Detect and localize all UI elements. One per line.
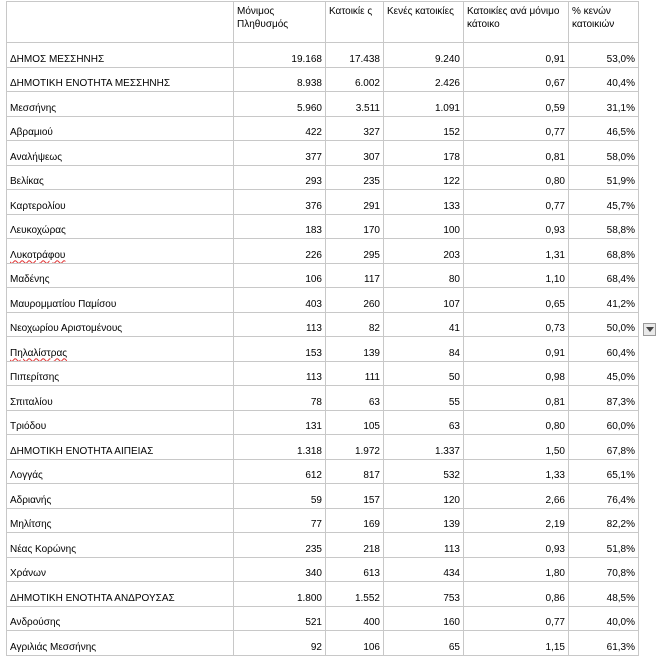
cell-dwellings-per-resident[interactable]: 0,73: [464, 312, 569, 337]
data-table: [6, 1, 639, 656]
cell-empty-percent[interactable]: 67,8%: [569, 435, 639, 460]
cell-dwellings[interactable]: 218: [326, 533, 384, 558]
cell-dwellings[interactable]: 327: [326, 116, 384, 141]
cell-empty-dwellings[interactable]: 122: [384, 165, 464, 190]
cell-empty-dwellings[interactable]: 63: [384, 410, 464, 435]
table-row: [7, 67, 639, 92]
cell-dwellings[interactable]: 117: [326, 263, 384, 288]
cell-name[interactable]: ΔΗΜΟΤΙΚΗ ΕΝΟΤΗΤΑ ΜΕΣΣΗΝΗΣ: [7, 67, 234, 92]
cell-empty-percent[interactable]: 48,5%: [569, 582, 639, 607]
cell-name[interactable]: Μαδένης: [7, 263, 234, 288]
table-row: [7, 582, 639, 607]
table-row: [7, 263, 639, 288]
table-row: [7, 508, 639, 533]
table-row: [7, 239, 639, 264]
cell-dwellings[interactable]: 400: [326, 606, 384, 631]
table-row: [7, 386, 639, 411]
table-row: [7, 312, 639, 337]
cell-empty-percent[interactable]: 40,0%: [569, 606, 639, 631]
cell-empty-dwellings[interactable]: 50: [384, 361, 464, 386]
cell-name[interactable]: Χράνων: [7, 557, 234, 582]
cell-empty-dwellings[interactable]: 1.337: [384, 435, 464, 460]
cell-empty-percent[interactable]: 58,0%: [569, 141, 639, 166]
cell-empty-percent[interactable]: 53,0%: [569, 43, 639, 68]
cell-population[interactable]: 153: [234, 337, 326, 362]
cell-empty-dwellings[interactable]: 2.426: [384, 67, 464, 92]
cell-dwellings-per-resident[interactable]: 0,67: [464, 67, 569, 92]
cell-empty-percent[interactable]: 65,1%: [569, 459, 639, 484]
cell-empty-dwellings[interactable]: 753: [384, 582, 464, 607]
cell-population[interactable]: 5.960: [234, 92, 326, 117]
cell-population[interactable]: 106: [234, 263, 326, 288]
cell-population[interactable]: 183: [234, 214, 326, 239]
cell-empty-dwellings[interactable]: 434: [384, 557, 464, 582]
cell-population[interactable]: 8.938: [234, 67, 326, 92]
cell-dwellings-per-resident[interactable]: 0,98: [464, 361, 569, 386]
cell-population[interactable]: 92: [234, 631, 326, 656]
cell-dwellings[interactable]: 111: [326, 361, 384, 386]
cell-empty-percent[interactable]: 31,1%: [569, 92, 639, 117]
cell-dwellings[interactable]: 6.002: [326, 67, 384, 92]
cell-dwellings[interactable]: 235: [326, 165, 384, 190]
table-row: [7, 141, 639, 166]
cell-dwellings-per-resident[interactable]: 0,80: [464, 165, 569, 190]
cell-name[interactable]: ΔΗΜΟΤΙΚΗ ΕΝΟΤΗΤΑ ΑΝΔΡΟΥΣΑΣ: [7, 582, 234, 607]
cell-empty-percent[interactable]: 70,8%: [569, 557, 639, 582]
cell-empty-dwellings[interactable]: 160: [384, 606, 464, 631]
cell-name[interactable]: Καρτερολίου: [7, 190, 234, 215]
cell-dwellings-per-resident[interactable]: 2,66: [464, 484, 569, 509]
cell-empty-percent[interactable]: 51,9%: [569, 165, 639, 190]
cell-dwellings-per-resident[interactable]: 0,81: [464, 386, 569, 411]
table-row: [7, 214, 639, 239]
cell-dwellings-per-resident[interactable]: 1,50: [464, 435, 569, 460]
cell-dwellings-per-resident[interactable]: 0,93: [464, 214, 569, 239]
cell-empty-percent[interactable]: 51,8%: [569, 533, 639, 558]
cell-name[interactable]: Σπιταλίου: [7, 386, 234, 411]
cell-dwellings[interactable]: 169: [326, 508, 384, 533]
cell-population[interactable]: 235: [234, 533, 326, 558]
cell-name[interactable]: Αβραμιού: [7, 116, 234, 141]
cell-dwellings[interactable]: 63: [326, 386, 384, 411]
cell-empty-percent[interactable]: 76,4%: [569, 484, 639, 509]
filter-dropdown-button[interactable]: [643, 323, 656, 336]
header-cell-dwellings-per-resident[interactable]: Κατοικίες ανά μόνιμο κάτοικο: [464, 2, 569, 43]
cell-empty-dwellings[interactable]: 113: [384, 533, 464, 558]
cell-population[interactable]: 113: [234, 312, 326, 337]
cell-dwellings-per-resident[interactable]: 1,31: [464, 239, 569, 264]
header-cell-empty-percent[interactable]: % κενών κατοικιών: [569, 2, 639, 43]
cell-empty-percent[interactable]: 50,0%: [569, 312, 639, 337]
cell-name-text: Λυκοτράφου: [10, 249, 66, 261]
cell-empty-percent[interactable]: 45,7%: [569, 190, 639, 215]
cell-name[interactable]: Λογγάς: [7, 459, 234, 484]
cell-empty-percent[interactable]: 40,4%: [569, 67, 639, 92]
cell-name[interactable]: [7, 337, 234, 362]
cell-empty-dwellings[interactable]: 532: [384, 459, 464, 484]
table-row: [7, 190, 639, 215]
header-cell-name[interactable]: [7, 2, 234, 43]
cell-dwellings[interactable]: 106: [326, 631, 384, 656]
cell-empty-percent[interactable]: 68,8%: [569, 239, 639, 264]
cell-name[interactable]: Αναλήψεως: [7, 141, 234, 166]
cell-dwellings-per-resident[interactable]: 1,10: [464, 263, 569, 288]
cell-population[interactable]: 1.318: [234, 435, 326, 460]
cell-empty-dwellings[interactable]: 152: [384, 116, 464, 141]
cell-population[interactable]: 131: [234, 410, 326, 435]
cell-dwellings-per-resident[interactable]: 0,93: [464, 533, 569, 558]
cell-dwellings-per-resident[interactable]: 1,80: [464, 557, 569, 582]
cell-dwellings[interactable]: 105: [326, 410, 384, 435]
cell-population[interactable]: 422: [234, 116, 326, 141]
cell-dwellings-per-resident[interactable]: 0,77: [464, 606, 569, 631]
cell-dwellings-per-resident[interactable]: 0,81: [464, 141, 569, 166]
cell-name[interactable]: ΔΗΜΟΣ ΜΕΣΣΗΝΗΣ: [7, 43, 234, 68]
cell-name[interactable]: Νέας Κορώνης: [7, 533, 234, 558]
cell-dwellings-per-resident[interactable]: 0,77: [464, 116, 569, 141]
cell-dwellings[interactable]: 307: [326, 141, 384, 166]
cell-population[interactable]: 612: [234, 459, 326, 484]
cell-dwellings-per-resident[interactable]: 1,15: [464, 631, 569, 656]
cell-name[interactable]: Αδριανής: [7, 484, 234, 509]
cell-empty-dwellings[interactable]: 41: [384, 312, 464, 337]
cell-empty-dwellings[interactable]: 84: [384, 337, 464, 362]
cell-dwellings[interactable]: 139: [326, 337, 384, 362]
cell-name[interactable]: Ανδρούσης: [7, 606, 234, 631]
cell-population[interactable]: 1.800: [234, 582, 326, 607]
cell-dwellings[interactable]: 17.438: [326, 43, 384, 68]
cell-empty-percent[interactable]: 68,4%: [569, 263, 639, 288]
cell-dwellings-per-resident[interactable]: 0,86: [464, 582, 569, 607]
cell-empty-dwellings[interactable]: 80: [384, 263, 464, 288]
cell-dwellings[interactable]: 170: [326, 214, 384, 239]
cell-population[interactable]: 521: [234, 606, 326, 631]
header-cell-population[interactable]: Μόνιμος Πληθυσμός: [234, 2, 326, 43]
cell-name[interactable]: Μαυρομματίου Παμίσου: [7, 288, 234, 313]
cell-dwellings-per-resident[interactable]: 0,91: [464, 337, 569, 362]
cell-dwellings[interactable]: 1.552: [326, 582, 384, 607]
table-row: [7, 533, 639, 558]
table-row: [7, 288, 639, 313]
cell-population[interactable]: 19.168: [234, 43, 326, 68]
cell-name[interactable]: Μηλίτσης: [7, 508, 234, 533]
cell-population[interactable]: 403: [234, 288, 326, 313]
table-row: [7, 435, 639, 460]
cell-name[interactable]: Βελίκας: [7, 165, 234, 190]
cell-empty-dwellings[interactable]: 9.240: [384, 43, 464, 68]
header-cell-dwellings[interactable]: Κατοικίε ς: [326, 2, 384, 43]
table-row: [7, 410, 639, 435]
table-row: [7, 361, 639, 386]
cell-empty-dwellings[interactable]: 133: [384, 190, 464, 215]
table-row: [7, 92, 639, 117]
table-row: [7, 631, 639, 656]
cell-empty-dwellings[interactable]: 55: [384, 386, 464, 411]
cell-dwellings-per-resident[interactable]: 1,33: [464, 459, 569, 484]
cell-dwellings[interactable]: 157: [326, 484, 384, 509]
cell-population[interactable]: 59: [234, 484, 326, 509]
header-row: [7, 2, 639, 43]
table-row: [7, 165, 639, 190]
cell-empty-dwellings[interactable]: 178: [384, 141, 464, 166]
cell-dwellings-per-resident[interactable]: 0,59: [464, 92, 569, 117]
cell-dwellings-per-resident[interactable]: 0,91: [464, 43, 569, 68]
cell-empty-dwellings[interactable]: 107: [384, 288, 464, 313]
cell-empty-dwellings[interactable]: 100: [384, 214, 464, 239]
cell-empty-dwellings[interactable]: 139: [384, 508, 464, 533]
cell-empty-percent[interactable]: 82,2%: [569, 508, 639, 533]
cell-dwellings-per-resident[interactable]: 0,80: [464, 410, 569, 435]
cell-population[interactable]: 226: [234, 239, 326, 264]
cell-dwellings-per-resident[interactable]: 0,65: [464, 288, 569, 313]
table-row: [7, 557, 639, 582]
cell-population[interactable]: 377: [234, 141, 326, 166]
cell-population[interactable]: 340: [234, 557, 326, 582]
cell-dwellings[interactable]: 817: [326, 459, 384, 484]
cell-empty-percent[interactable]: 41,2%: [569, 288, 639, 313]
cell-empty-percent[interactable]: 61,3%: [569, 631, 639, 656]
table-row: [7, 116, 639, 141]
cell-name[interactable]: [7, 239, 234, 264]
cell-dwellings-per-resident[interactable]: 0,77: [464, 190, 569, 215]
cell-population[interactable]: 293: [234, 165, 326, 190]
cell-empty-dwellings[interactable]: 203: [384, 239, 464, 264]
cell-name[interactable]: Νεοχωρίου Αριστομένους: [7, 312, 234, 337]
table-row: [7, 484, 639, 509]
cell-dwellings[interactable]: 1.972: [326, 435, 384, 460]
cell-dwellings-per-resident[interactable]: 2,19: [464, 508, 569, 533]
cell-empty-percent[interactable]: 60,4%: [569, 337, 639, 362]
table-row: [7, 337, 639, 362]
cell-name[interactable]: Λευκοχώρας: [7, 214, 234, 239]
cell-name[interactable]: Τριόδου: [7, 410, 234, 435]
header-cell-empty-dwellings[interactable]: Κενές κατοικίες: [384, 2, 464, 43]
table-row: [7, 606, 639, 631]
cell-name[interactable]: ΔΗΜΟΤΙΚΗ ΕΝΟΤΗΤΑ ΑΙΠΕΙΑΣ: [7, 435, 234, 460]
table-row: [7, 459, 639, 484]
cell-empty-percent[interactable]: 46,5%: [569, 116, 639, 141]
cell-empty-percent[interactable]: 45,0%: [569, 361, 639, 386]
cell-empty-dwellings[interactable]: 65: [384, 631, 464, 656]
cell-name-text: Πηλαλίστρας: [10, 347, 68, 359]
cell-name[interactable]: Αγριλιάς Μεσσήνης: [7, 631, 234, 656]
cell-name[interactable]: Μεσσήνης: [7, 92, 234, 117]
cell-empty-dwellings[interactable]: 120: [384, 484, 464, 509]
cell-population[interactable]: 78: [234, 386, 326, 411]
cell-dwellings[interactable]: 613: [326, 557, 384, 582]
cell-population[interactable]: 113: [234, 361, 326, 386]
cell-population[interactable]: 77: [234, 508, 326, 533]
cell-empty-dwellings[interactable]: 1.091: [384, 92, 464, 117]
cell-empty-percent[interactable]: 58,8%: [569, 214, 639, 239]
cell-name[interactable]: Πιπερίτσης: [7, 361, 234, 386]
cell-dwellings[interactable]: 3.511: [326, 92, 384, 117]
cell-population[interactable]: 376: [234, 190, 326, 215]
cell-dwellings[interactable]: 291: [326, 190, 384, 215]
cell-dwellings[interactable]: 260: [326, 288, 384, 313]
cell-dwellings[interactable]: 82: [326, 312, 384, 337]
cell-empty-percent[interactable]: 87,3%: [569, 386, 639, 411]
table-row: [7, 43, 639, 68]
cell-empty-percent[interactable]: 60,0%: [569, 410, 639, 435]
cell-dwellings[interactable]: 295: [326, 239, 384, 264]
